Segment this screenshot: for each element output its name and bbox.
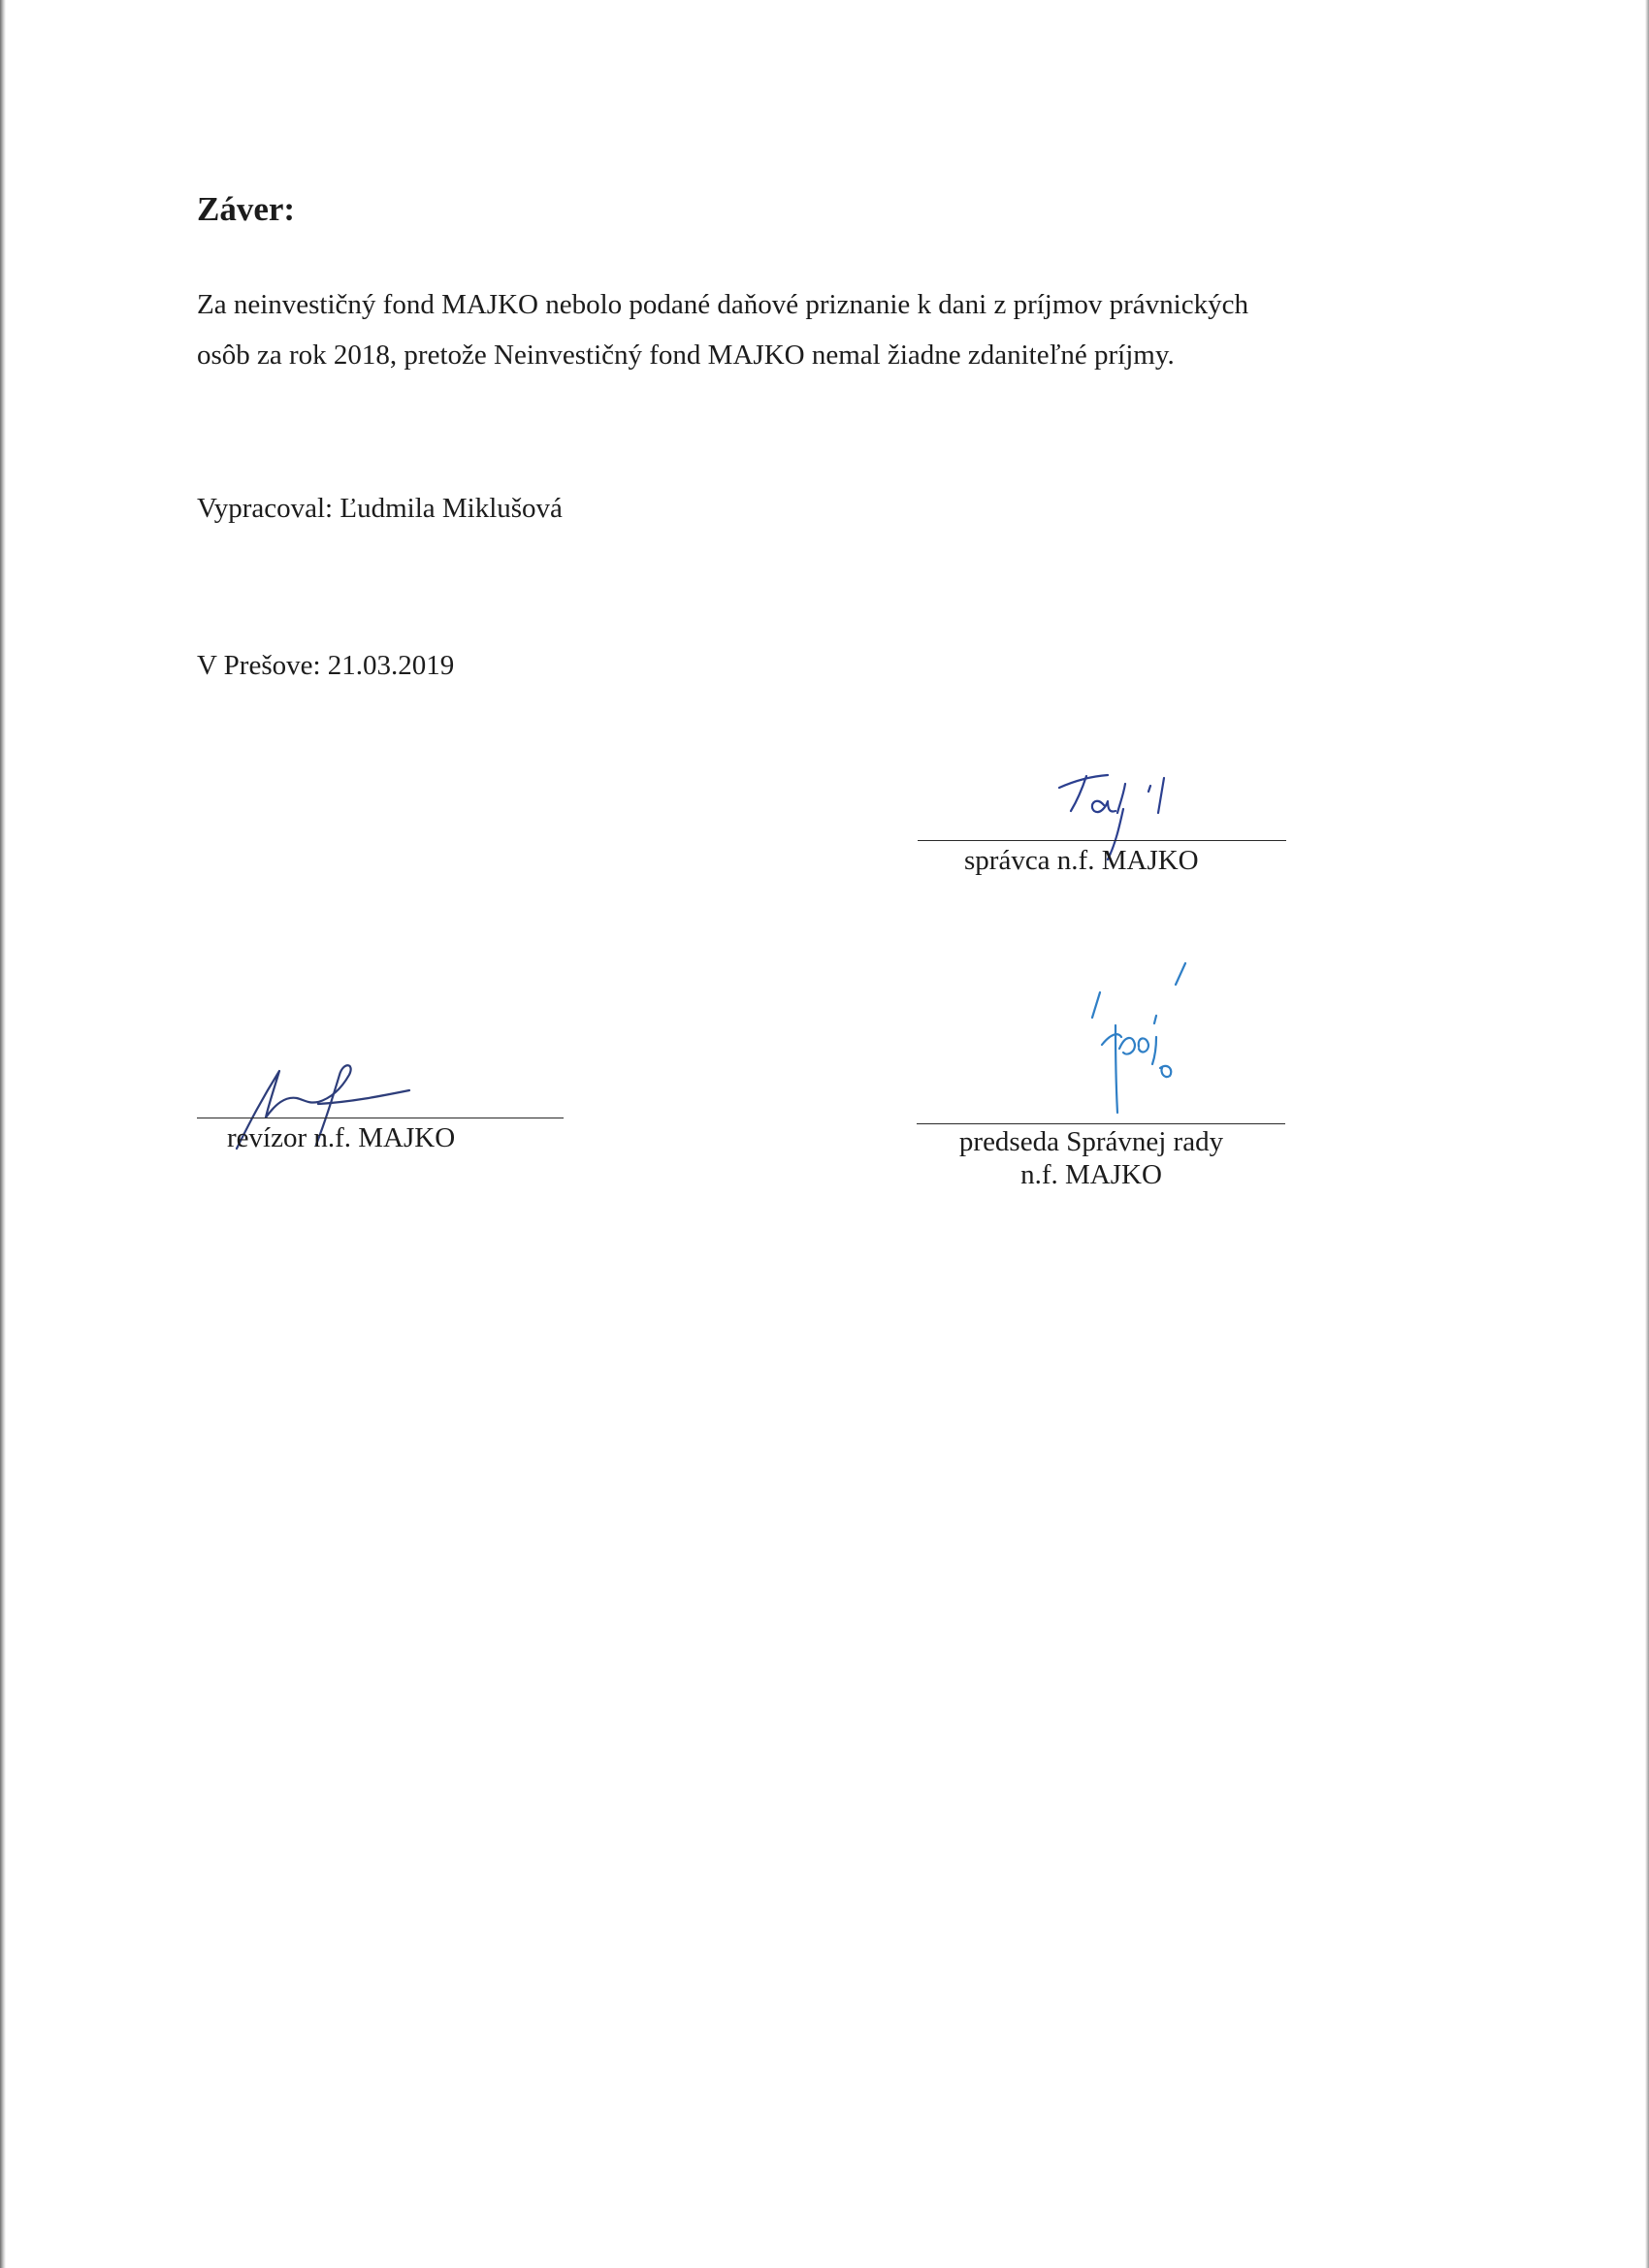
- place-date-line: V Prešove: 21.03.2019: [197, 650, 455, 681]
- board-chair-caption-line-1: predseda Správnej rady: [958, 1126, 1224, 1157]
- board-chair-signature-stroke: [1092, 963, 1185, 1113]
- prepared-by-line: Vypracoval: Ľudmila Miklušová: [197, 493, 563, 524]
- auditor-caption: revízor n.f. MAJKO: [227, 1122, 456, 1153]
- administrator-caption: správca n.f. MAJKO: [964, 845, 1199, 876]
- board-chair-signature-line: [917, 1123, 1285, 1124]
- paragraph-line-1: Za neinvestičný fond MAJKO nebolo podané daňové priznanie k dani z príjmov právnických: [197, 289, 1248, 320]
- administrator-signature-line: [918, 840, 1286, 841]
- conclusion-heading: Záver:: [197, 190, 296, 228]
- scan-edge-shadow-left: [0, 0, 6, 2268]
- board-chair-caption-line-2: n.f. MAJKO: [1020, 1159, 1162, 1190]
- conclusion-paragraph: [197, 279, 1409, 380]
- scan-edge-shadow-right: [1645, 0, 1649, 2268]
- paragraph-line-2: osôb za rok 2018, pretože Neinvestičný fond MAJKO nemal žiadne zdaniteľné príjmy.: [197, 340, 1175, 371]
- board-chair-caption: [926, 1125, 1256, 1191]
- board-chair-signature: [1077, 956, 1222, 1120]
